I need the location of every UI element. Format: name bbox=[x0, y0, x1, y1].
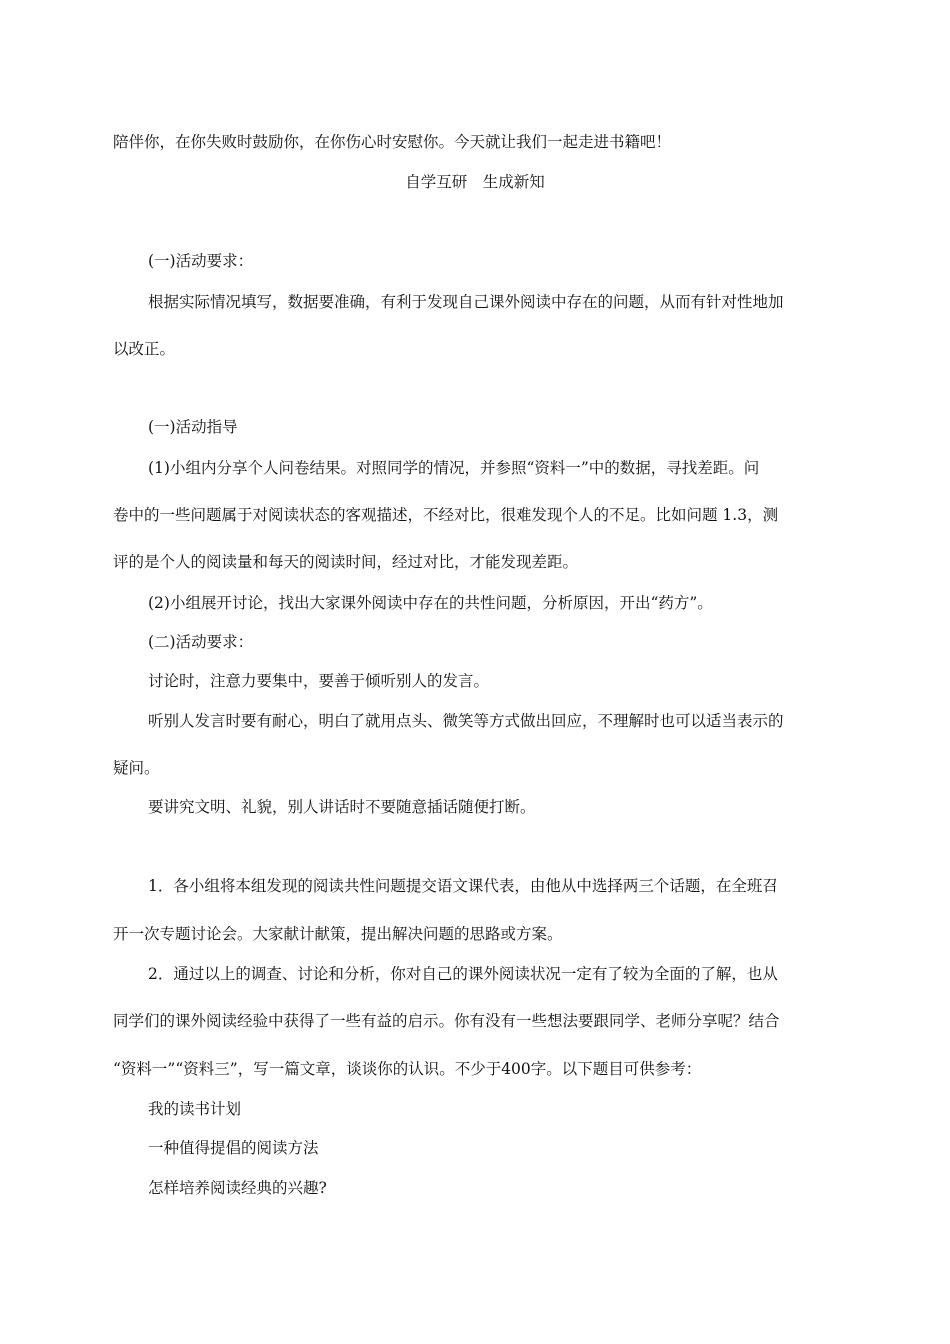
paragraph-line: 评的是个人的阅读量和每天的阅读时间，经过对比，才能发现差距。 bbox=[113, 553, 579, 571]
task-item-2: 2．通过以上的调查、讨论和分析，你对自己的课外阅读状况一定有了较为全面的了解，也从 bbox=[148, 965, 778, 983]
paragraph-line: 根据实际情况填写，数据要准确，有利于发现自己课外阅读中存在的问题，从而有针对性地加 bbox=[148, 293, 784, 311]
subheading-activity-requirements: (一)活动要求： bbox=[148, 252, 254, 270]
subheading-activity-requirements-2: (二)活动要求： bbox=[148, 633, 254, 651]
paragraph-line: 开一次专题讨论会。大家献计献策，提出解决问题的思路或方案。 bbox=[113, 925, 563, 943]
paragraph-line: 陪伴你，在你失败时鼓励你，在你伤心时安慰你。今天就让我们一起走进书籍吧！ bbox=[113, 133, 672, 151]
paragraph-line: 要讲究文明、礼貌，别人讲话时不要随意插话随便打断。 bbox=[148, 798, 536, 816]
paragraph-line: 疑问。 bbox=[113, 759, 160, 777]
topic-suggestion: 怎样培养阅读经典的兴趣? bbox=[148, 1179, 327, 1197]
topic-suggestion: 我的读书计划 bbox=[148, 1100, 242, 1118]
paragraph-line: “资料一”“资料三”，写一篇文章，谈谈你的认识。不少于400字。以下题目可供参考： bbox=[113, 1060, 702, 1078]
paragraph-line: 同学们的课外阅读经验中获得了一些有益的启示。你有没有一些想法要跟同学、老师分享呢？结合 bbox=[113, 1012, 780, 1030]
paragraph-line: (1)小组内分享个人问卷结果。对照同学的情况，并参照“资料一”中的数据，寻找差距。问 bbox=[148, 459, 760, 477]
paragraph-line: 以改正。 bbox=[113, 340, 176, 358]
subheading-activity-guidance: (一)活动指导 bbox=[148, 418, 238, 436]
paragraph-line: (2)小组展开讨论，找出大家课外阅读中存在的共性问题，分析原因，开出“药方”。 bbox=[148, 594, 713, 612]
paragraph-line: 听别人发言时要有耐心，明白了就用点头、微笑等方式做出回应，不理解时也可以适当表示的 bbox=[148, 712, 784, 730]
task-item-1: 1．各小组将本组发现的阅读共性问题提交语文课代表，由他从中选择两三个话题，在全班召 bbox=[148, 877, 778, 895]
paragraph-line: 卷中的一些问题属于对阅读状态的客观描述，不经对比，很难发现个人的不足。比如问题 1.3，测 bbox=[113, 506, 779, 524]
paragraph-line: 讨论时，注意力要集中，要善于倾听别人的发言。 bbox=[148, 672, 490, 690]
topic-suggestion: 一种值得提倡的阅读方法 bbox=[148, 1139, 319, 1157]
section-heading: 自学互研 生成新知 bbox=[405, 173, 545, 191]
